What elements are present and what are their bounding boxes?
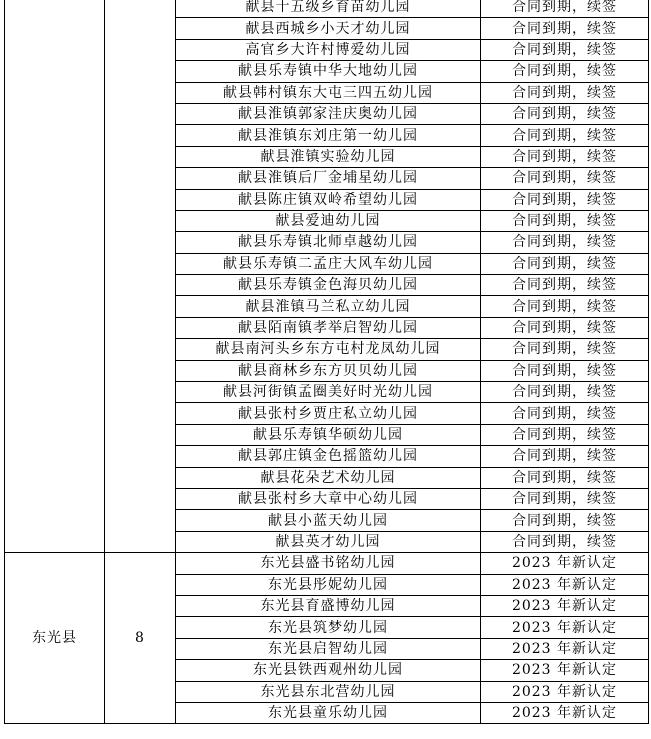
status-cell: 2023 年新认定 <box>481 660 649 681</box>
kindergarten-name-cell: 东光县铁西观州幼儿园 <box>176 660 481 681</box>
kindergarten-name-cell: 献县英才幼儿园 <box>176 531 481 552</box>
kindergarten-name-cell: 东光县启智幼儿园 <box>176 638 481 659</box>
status-cell: 合同到期，续签 <box>481 189 649 210</box>
kindergarten-name-cell: 献县河街镇孟圈美好时光幼儿园 <box>176 382 481 403</box>
status-cell: 合同到期，续签 <box>481 403 649 424</box>
table-body <box>5 0 649 724</box>
kindergarten-name-cell: 献县淮镇郭家洼庆奥幼儿园 <box>176 103 481 124</box>
kindergarten-name-cell: 东光县彤妮幼儿园 <box>176 574 481 595</box>
status-cell: 合同到期，续签 <box>481 275 649 296</box>
status-cell: 合同到期，续签 <box>481 339 649 360</box>
status-cell: 合同到期，续签 <box>481 531 649 552</box>
status-cell: 合同到期，续签 <box>481 253 649 274</box>
status-cell: 2023 年新认定 <box>481 617 649 638</box>
kindergarten-name-cell: 献县韩村镇东大屯三四五幼儿园 <box>176 82 481 103</box>
status-cell: 合同到期，续签 <box>481 360 649 381</box>
kindergarten-name-cell: 东光县东北营幼儿园 <box>176 681 481 702</box>
kindergarten-name-cell: 献县张村乡大章中心幼儿园 <box>176 488 481 509</box>
status-cell: 合同到期，续签 <box>481 232 649 253</box>
kindergarten-name-cell: 东光县育盛博幼儿园 <box>176 595 481 616</box>
count-cell: 8 <box>105 553 176 724</box>
county-cell <box>5 0 105 553</box>
status-cell: 合同到期，续签 <box>481 424 649 445</box>
kindergarten-name-cell: 东光县筑梦幼儿园 <box>176 617 481 638</box>
kindergarten-name-cell: 高官乡大许村博爱幼儿园 <box>176 39 481 60</box>
status-cell: 合同到期，续签 <box>481 39 649 60</box>
kindergarten-name-cell: 献县淮镇东刘庄第一幼儿园 <box>176 125 481 146</box>
status-cell: 合同到期，续签 <box>481 510 649 531</box>
status-cell: 合同到期，续签 <box>481 382 649 403</box>
kindergarten-name-cell: 献县西城乡小天才幼儿园 <box>176 18 481 39</box>
kindergarten-name-cell: 献县爱迪幼儿园 <box>176 210 481 231</box>
table-row <box>5 553 649 574</box>
kindergarten-table <box>4 0 649 724</box>
kindergarten-name-cell: 献县乐寿镇北师卓越幼儿园 <box>176 232 481 253</box>
status-cell: 合同到期，续签 <box>481 0 649 18</box>
status-cell: 合同到期，续签 <box>481 488 649 509</box>
kindergarten-name-cell: 献县淮镇实验幼儿园 <box>176 146 481 167</box>
kindergarten-name-cell: 献县乐寿镇华硕幼儿园 <box>176 424 481 445</box>
kindergarten-name-cell: 献县商林乡东方贝贝幼儿园 <box>176 360 481 381</box>
status-cell: 合同到期，续签 <box>481 168 649 189</box>
kindergarten-name-cell: 东光县童乐幼儿园 <box>176 702 481 723</box>
kindergarten-name-cell: 献县乐寿镇二孟庄大风车幼儿园 <box>176 253 481 274</box>
kindergarten-name-cell: 献县淮镇后厂金埔星幼儿园 <box>176 168 481 189</box>
status-cell: 合同到期，续签 <box>481 125 649 146</box>
status-cell: 2023 年新认定 <box>481 681 649 702</box>
table-row <box>5 0 649 18</box>
status-cell: 2023 年新认定 <box>481 638 649 659</box>
kindergarten-name-cell: 献县陈庄镇双岭希望幼儿园 <box>176 189 481 210</box>
status-cell: 合同到期，续签 <box>481 317 649 338</box>
count-cell <box>105 0 176 553</box>
status-cell: 合同到期，续签 <box>481 146 649 167</box>
kindergarten-name-cell: 献县十五级乡育苗幼儿园 <box>176 0 481 18</box>
status-cell: 2023 年新认定 <box>481 595 649 616</box>
status-cell: 合同到期，续签 <box>481 210 649 231</box>
status-cell: 合同到期，续签 <box>481 467 649 488</box>
kindergarten-name-cell: 献县张村乡贾庄私立幼儿园 <box>176 403 481 424</box>
kindergarten-name-cell: 献县乐寿镇中华大地幼儿园 <box>176 61 481 82</box>
kindergarten-name-cell: 东光县盛书铭幼儿园 <box>176 553 481 574</box>
status-cell: 合同到期，续签 <box>481 18 649 39</box>
status-cell: 2023 年新认定 <box>481 702 649 723</box>
status-cell: 合同到期，续签 <box>481 61 649 82</box>
kindergarten-name-cell: 献县陌南镇孝举启智幼儿园 <box>176 317 481 338</box>
kindergarten-name-cell: 献县花朵艺术幼儿园 <box>176 467 481 488</box>
status-cell: 2023 年新认定 <box>481 553 649 574</box>
kindergarten-name-cell: 献县郭庄镇金色摇篮幼儿园 <box>176 446 481 467</box>
kindergarten-name-cell: 献县小蓝天幼儿园 <box>176 510 481 531</box>
kindergarten-name-cell: 献县淮镇马兰私立幼儿园 <box>176 296 481 317</box>
status-cell: 合同到期，续签 <box>481 296 649 317</box>
status-cell: 2023 年新认定 <box>481 574 649 595</box>
status-cell: 合同到期，续签 <box>481 446 649 467</box>
status-cell: 合同到期，续签 <box>481 82 649 103</box>
status-cell: 合同到期，续签 <box>481 103 649 124</box>
county-cell: 东光县 <box>5 553 105 724</box>
kindergarten-name-cell: 献县乐寿镇金色海贝幼儿园 <box>176 275 481 296</box>
kindergarten-name-cell: 献县南河头乡东方屯村龙凤幼儿园 <box>176 339 481 360</box>
